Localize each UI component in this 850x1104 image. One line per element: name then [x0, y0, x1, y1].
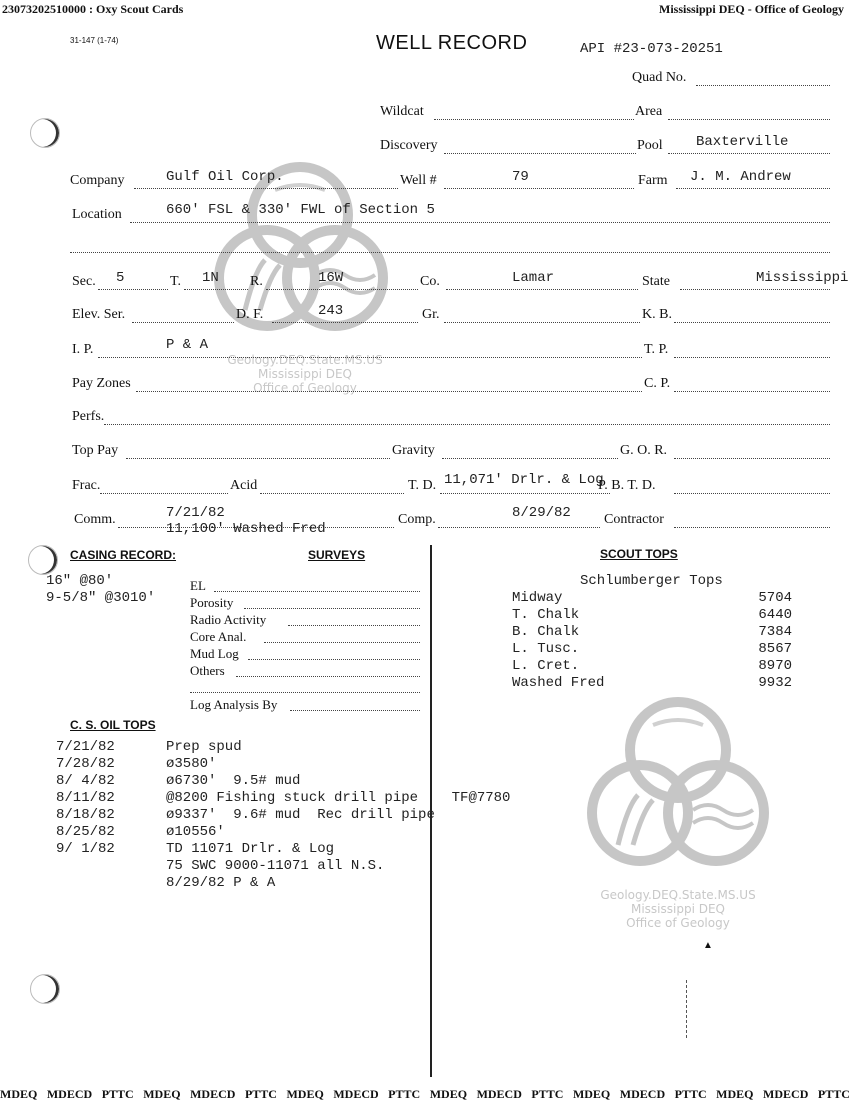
scout-tops-depth: 6440 — [758, 607, 792, 623]
scout-tops-formation: Midway — [512, 590, 563, 606]
footer-tag: MDEQ — [716, 1087, 754, 1101]
surveys-title: SURVEYS — [308, 548, 366, 562]
survey-line — [248, 659, 420, 660]
survey-line — [214, 591, 420, 592]
contractor-line — [674, 527, 830, 528]
t-line — [184, 289, 248, 290]
scout-tops-subtitle: Schlumberger Tops — [580, 573, 723, 589]
location-line-2 — [70, 252, 830, 253]
survey-porosity-label: Porosity — [190, 595, 234, 610]
pay-zones-line — [136, 391, 642, 392]
co-value: Lamar — [512, 270, 555, 286]
footer-tag: MDECD — [763, 1087, 809, 1101]
oil-tops-text: @8200 Fishing stuck drill pipe TF@7780 — [166, 790, 511, 806]
state-line — [680, 289, 830, 290]
footer-tag: MDEQ — [572, 1087, 611, 1101]
oil-tops-text: ø10556' — [166, 824, 225, 840]
footer-tag: MDEQ — [143, 1087, 181, 1101]
pool-label: Pool — [637, 138, 663, 153]
survey-radio-label: Radio Activity — [190, 612, 267, 627]
df-value: 243 — [318, 303, 344, 319]
discovery-line — [444, 153, 636, 154]
farm-value: J. M. Andrew — [690, 169, 791, 185]
t-value: 1N — [202, 270, 219, 286]
punch-hole-bottom — [30, 974, 60, 1004]
gr-label: Gr. — [422, 307, 440, 322]
casing-record-title: CASING RECORD: — [70, 548, 177, 562]
gr-line — [444, 322, 640, 323]
quad-no-label: Quad No. — [632, 70, 687, 85]
survey-line — [264, 642, 420, 643]
watermark-agency: Mississippi DEQ — [257, 367, 352, 381]
comp-value: 8/29/82 — [512, 505, 571, 521]
scout-tops-depth: 8970 — [758, 658, 792, 674]
pbtd-line — [674, 493, 830, 494]
kb-line — [674, 322, 830, 323]
comm-label: Comm. — [74, 512, 116, 527]
footer-tag: PTTC — [101, 1087, 134, 1101]
survey-line — [190, 692, 420, 693]
df-line — [272, 322, 418, 323]
oil-tops-text: 8/29/82 P & A — [166, 875, 276, 891]
footer-tag: MDEQ — [429, 1087, 468, 1101]
oil-tops-date: 9/ 1/82 — [56, 841, 115, 857]
oil-tops-text: ø6730' 9.5# mud — [166, 773, 301, 789]
survey-mudlog-label: Mud Log — [190, 646, 239, 661]
well-no-label: Well # — [400, 173, 437, 188]
farm-line — [676, 188, 830, 189]
scout-tops-formation: T. Chalk — [512, 607, 580, 623]
r-label: R. — [250, 274, 263, 289]
survey-line — [288, 625, 420, 626]
co-line — [446, 289, 638, 290]
survey-others-label: Others — [190, 663, 225, 678]
area-label: Area — [635, 104, 663, 119]
mark-caret: ▲ — [703, 940, 713, 951]
oil-tops-title: C. S. OIL TOPS — [70, 718, 156, 732]
scout-tops-row — [512, 658, 792, 675]
wildcat-label: Wildcat — [380, 104, 424, 119]
perfs-label: Perfs. — [72, 409, 105, 424]
company-value: Gulf Oil Corp. — [166, 169, 284, 185]
watermark-office-2: Office of Geology — [626, 916, 730, 930]
punch-hole-top — [30, 118, 60, 148]
state-label: State — [642, 274, 670, 289]
gravity-label: Gravity — [392, 443, 435, 458]
scout-tops-depth: 7384 — [758, 624, 792, 640]
footer-strip — [0, 1087, 850, 1102]
oil-tops-date: 8/11/82 — [56, 790, 115, 806]
ip-value: P & A — [166, 337, 209, 353]
watermark-rings-icon-2 — [578, 695, 778, 885]
api-number: API #23-073-20251 — [580, 41, 723, 57]
oil-tops-text: ø3580' — [166, 756, 217, 772]
td-label: T. D. — [408, 478, 437, 493]
perfs-line — [104, 424, 830, 425]
scout-tops-formation: L. Tusc. — [512, 641, 580, 657]
footer-tag: MDECD — [190, 1087, 236, 1101]
gor-line — [674, 458, 830, 459]
footer-tag: MDECD — [46, 1087, 93, 1101]
header-left: 23073202510000 : Oxy Scout Cards — [2, 2, 184, 16]
oil-tops-date: 8/25/82 — [56, 824, 115, 840]
company-label: Company — [70, 173, 125, 188]
elev-ser-line — [132, 322, 234, 323]
oil-tops-text: 75 SWC 9000-11071 all N.S. — [166, 858, 385, 874]
kb-label: K. B. — [642, 307, 672, 322]
pool-value: Baxterville — [696, 134, 789, 150]
scout-tops-formation: B. Chalk — [512, 624, 580, 640]
r-line — [266, 289, 418, 290]
oil-tops-text: ø9337' 9.6# mud Rec drill pipe — [166, 807, 435, 823]
log-analysis-line — [290, 710, 420, 711]
watermark-logo-lower — [578, 695, 778, 935]
gravity-line — [442, 458, 618, 459]
oil-tops-date: 8/ 4/82 — [56, 773, 115, 789]
watermark-office: Office of Geology — [253, 381, 357, 395]
oil-tops-text: TD 11071 Drlr. & Log — [166, 841, 335, 857]
frac-line — [100, 493, 228, 494]
scout-tops-row — [512, 607, 792, 624]
casing-line: 9-5/8" @3010' — [46, 590, 156, 606]
comm-note: 11,100' Washed Fred — [166, 521, 326, 537]
survey-el-label: EL — [190, 578, 206, 593]
scout-tops-depth: 8567 — [758, 641, 792, 657]
co-label: Co. — [420, 274, 440, 289]
elev-ser-label: Elev. Ser. — [72, 307, 126, 322]
tp-label: T. P. — [644, 342, 669, 357]
comp-label: Comp. — [398, 512, 436, 527]
casing-line: 16" @80' — [46, 573, 114, 589]
pen-mark — [686, 980, 688, 1038]
farm-label: Farm — [638, 173, 668, 188]
log-analysis-label: Log Analysis By — [190, 697, 278, 712]
footer-tag: MDEQ — [286, 1087, 324, 1101]
pay-zones-label: Pay Zones — [72, 376, 131, 391]
scout-tops-title: SCOUT TOPS — [600, 547, 678, 561]
well-no-value: 79 — [512, 169, 529, 185]
frac-label: Frac. — [72, 478, 101, 493]
scout-tops-table — [512, 590, 792, 692]
footer-tag: PTTC — [531, 1087, 564, 1101]
oil-tops-text: Prep spud — [166, 739, 242, 755]
cp-label: C. P. — [644, 376, 671, 391]
punch-hole-middle — [28, 545, 58, 575]
discovery-label: Discovery — [380, 138, 438, 153]
survey-core-label: Core Anal. — [190, 629, 247, 644]
acid-label: Acid — [230, 478, 258, 493]
oil-tops-date: 7/21/82 — [56, 739, 115, 755]
scout-tops-row — [512, 641, 792, 658]
footer-tag: PTTC — [244, 1087, 277, 1101]
state-value: Mississippi — [756, 270, 849, 286]
acid-line — [260, 493, 404, 494]
watermark-agency-2: Mississippi DEQ — [630, 902, 725, 916]
td-value: 11,071' Drlr. & Log — [444, 472, 604, 488]
top-pay-label: Top Pay — [72, 443, 119, 458]
location-line — [130, 222, 830, 223]
sec-value: 5 — [116, 270, 125, 286]
survey-line — [236, 676, 420, 677]
watermark-url: Geology.DEQ.State.MS.US — [227, 353, 383, 367]
sec-line — [98, 289, 168, 290]
sec-label: Sec. — [72, 274, 96, 289]
ip-label: I. P. — [72, 342, 94, 357]
cp-line — [674, 391, 830, 392]
watermark-logo-upper — [205, 160, 405, 400]
pool-line — [668, 153, 830, 154]
td-line — [440, 493, 610, 494]
pbtd-label: P. B. T. D. — [598, 478, 656, 493]
scout-tops-row — [512, 590, 792, 607]
location-label: Location — [72, 207, 122, 222]
footer-tag: PTTC — [817, 1087, 850, 1101]
footer-tag: PTTC — [388, 1087, 421, 1101]
footer-tag: MDECD — [333, 1087, 379, 1101]
watermark-url-2: Geology.DEQ.State.MS.US — [600, 888, 756, 902]
scout-tops-depth: 9932 — [758, 675, 792, 691]
oil-tops-date: 7/28/82 — [56, 756, 115, 772]
company-line — [134, 188, 398, 189]
scout-tops-formation: L. Cret. — [512, 658, 580, 674]
comp-line — [438, 527, 600, 528]
well-no-line — [444, 188, 634, 189]
page-title: WELL RECORD — [376, 32, 528, 54]
scout-tops-formation: Washed Fred — [512, 675, 605, 691]
t-label: T. — [170, 274, 182, 289]
contractor-label: Contractor — [604, 512, 664, 527]
ip-line — [98, 357, 642, 358]
footer-tag: MDEQ — [0, 1087, 38, 1101]
quad-no-line — [696, 85, 830, 86]
form-code: 31-147 (1-74) — [70, 36, 119, 45]
gor-label: G. O. R. — [620, 443, 668, 458]
survey-line — [244, 608, 420, 609]
scout-tops-row — [512, 675, 792, 692]
wildcat-line — [434, 119, 634, 120]
r-value: 16W — [318, 270, 344, 286]
comm-date: 7/21/82 — [166, 505, 225, 521]
top-pay-line — [126, 458, 390, 459]
scout-tops-depth: 5704 — [758, 590, 792, 606]
footer-tag: MDECD — [619, 1087, 666, 1101]
tp-line — [674, 357, 830, 358]
oil-tops-date: 8/18/82 — [56, 807, 115, 823]
header-right: Mississippi DEQ - Office of Geology — [659, 2, 844, 16]
scout-tops-row — [512, 624, 792, 641]
area-line — [668, 119, 830, 120]
df-label: D. F. — [236, 307, 264, 322]
footer-tag: MDECD — [476, 1087, 522, 1101]
location-value: 660' FSL & 330' FWL of Section 5 — [166, 202, 435, 218]
footer-tag: PTTC — [674, 1087, 707, 1101]
